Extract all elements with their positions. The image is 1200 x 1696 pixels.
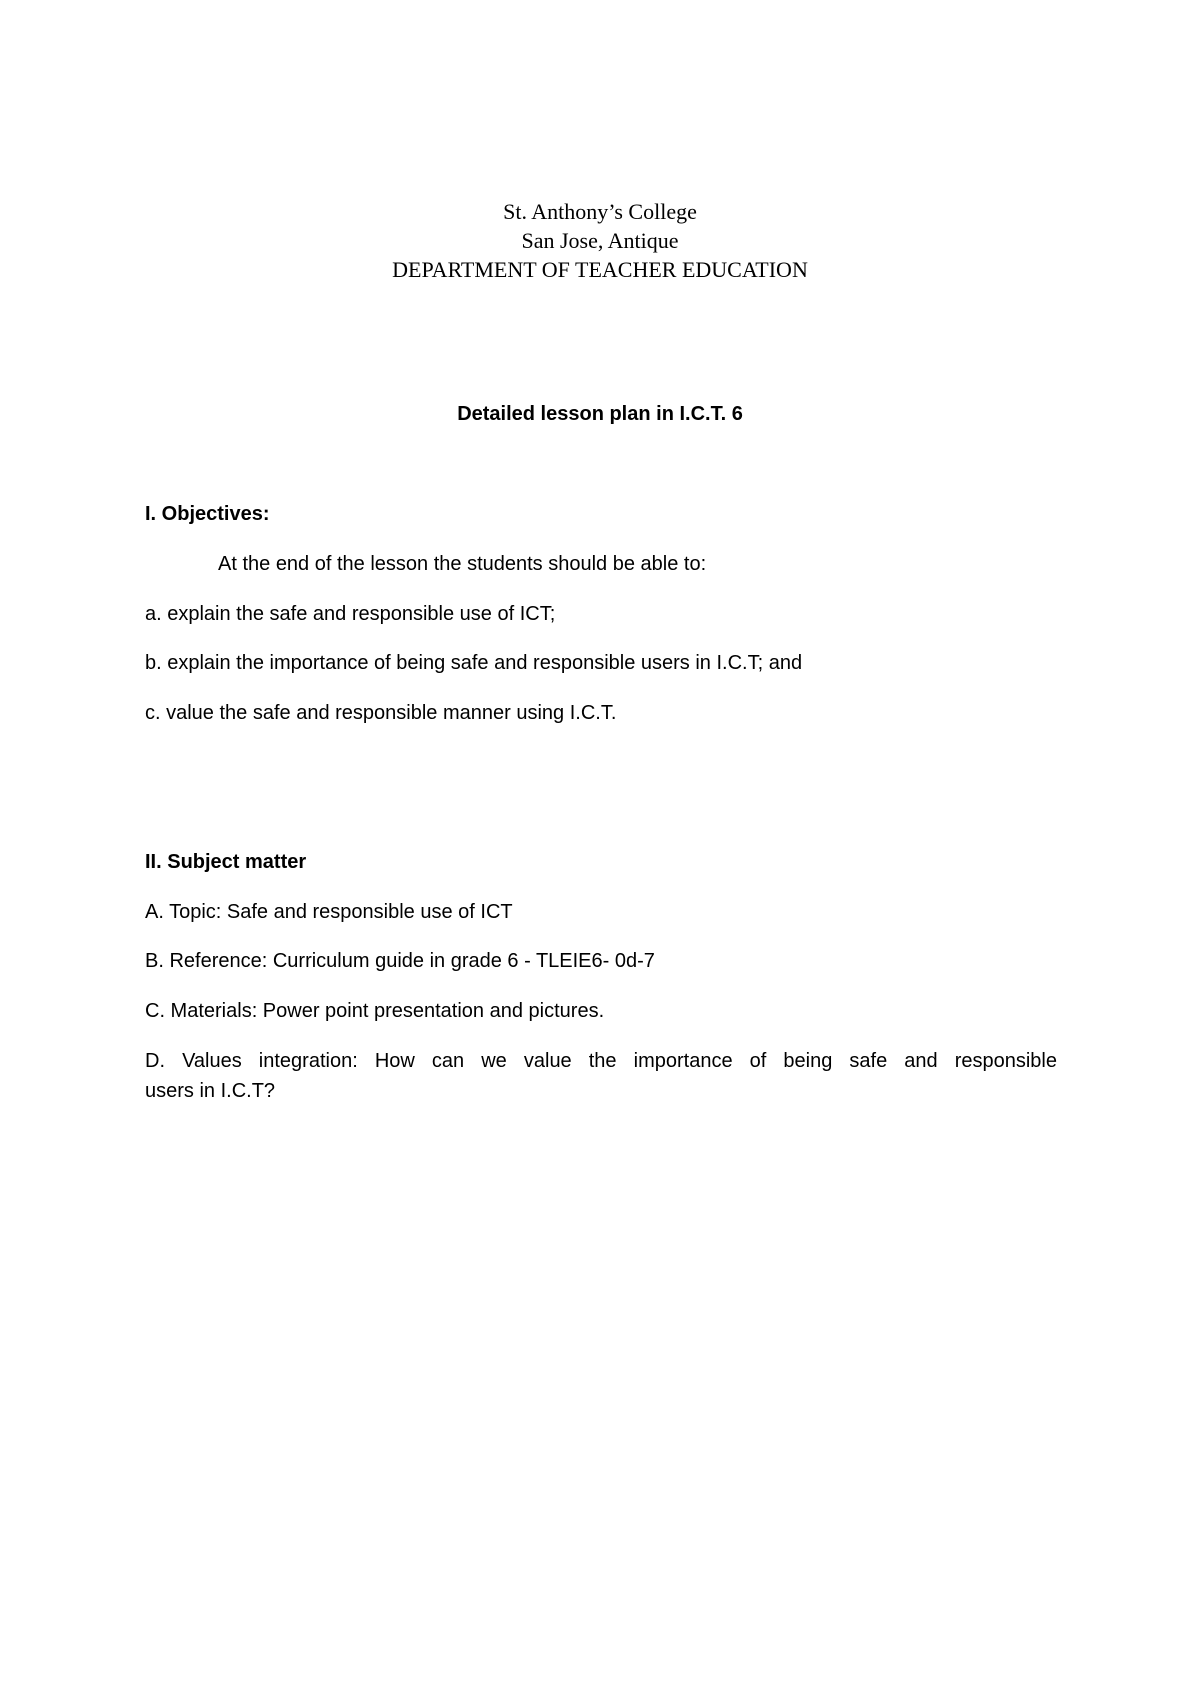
institution-location: San Jose, Antique — [521, 228, 679, 253]
objective-item: a. explain the safe and responsible use of ICT; — [145, 603, 556, 625]
subject-matter-item: C. Materials: Power point presentation and pictures. — [145, 1000, 605, 1022]
subject-matter-item: B. Reference: Curriculum guide in grade 6 - TLEIE6- 0d-7 — [145, 950, 655, 972]
values-integration-line: users in I.C.T? — [145, 1080, 276, 1102]
objectives-heading: I. Objectives: — [145, 503, 270, 525]
institution-name: St. Anthony’s College — [503, 199, 697, 224]
department-name: DEPARTMENT OF TEACHER EDUCATION — [392, 257, 808, 282]
subject-matter-item: A. Topic: Safe and responsible use of ICT — [145, 901, 513, 923]
objective-item: b. explain the importance of being safe and responsible users in I.C.T; and — [145, 652, 803, 674]
values-integration-line: D. Values integration: How can we value the importance of being safe and responsible — [145, 1050, 1057, 1072]
objectives-intro: At the end of the lesson the students should be able to: — [218, 553, 707, 575]
objective-item: c. value the safe and responsible manner using I.C.T. — [145, 702, 617, 724]
document-title: Detailed lesson plan in I.C.T. 6 — [457, 403, 743, 425]
values-integration-paragraph — [145, 1046, 1057, 1106]
subject-matter-heading: II. Subject matter — [145, 851, 307, 873]
